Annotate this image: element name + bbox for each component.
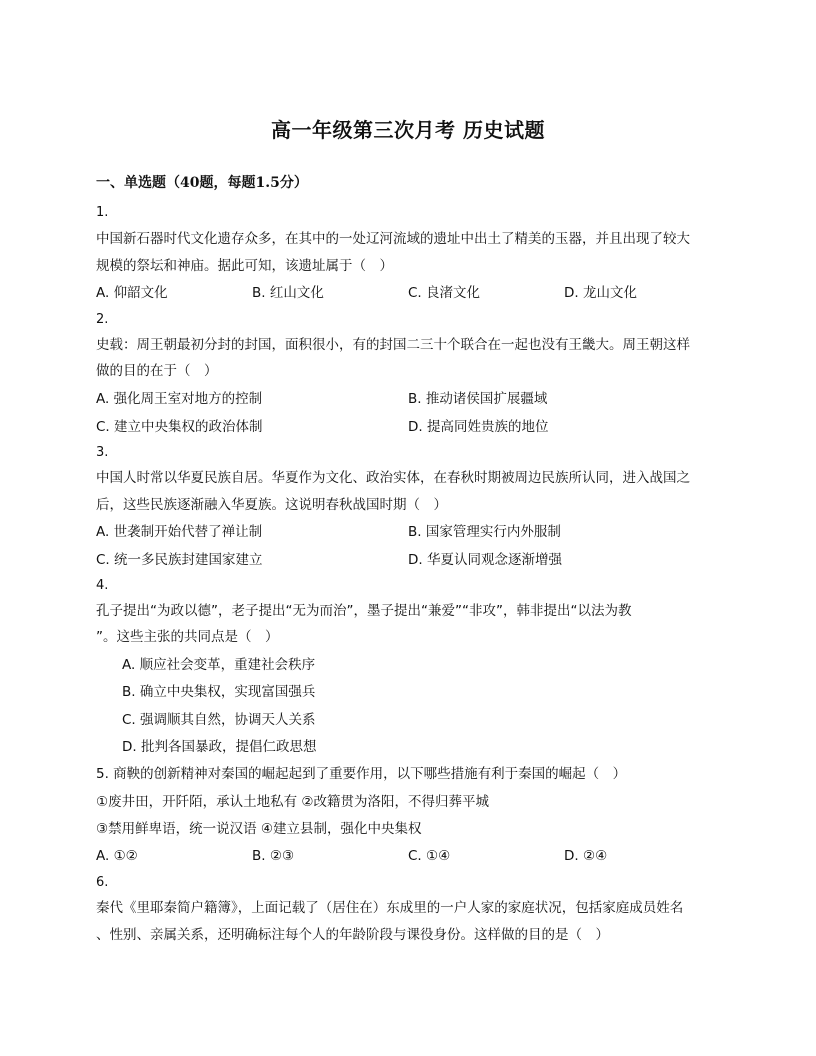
question-number: 2. xyxy=(96,312,109,327)
section-heading: 一、单选题（40题，每题1.5分） xyxy=(96,175,308,191)
question-text-line: ①废井田，开阡陌，承认土地私有 ②改籍贯为洛阳，不得归葬平城 xyxy=(96,794,489,810)
question-text-line: 后，这些民族逐渐融入华夏族。这说明春秋战国时期（ ） xyxy=(96,497,447,513)
question-text-line: 中国人时常以华夏民族自居。华夏作为文化、政治实体，在春秋时期被周边民族所认同，进入战国之 xyxy=(96,470,690,486)
answer-option: B. 推动诸侯国扩展疆域 xyxy=(408,391,548,407)
answer-option: D. ②④ xyxy=(564,848,608,864)
question-number: 1. xyxy=(96,205,109,220)
question-number: 4. xyxy=(96,578,109,593)
question-text-line: 史载：周王朝最初分封的封国，面积很小，有的封国二三十个联合在一起也没有王畿大。周王朝这样 xyxy=(96,337,690,353)
question-number: 3. xyxy=(96,445,109,460)
question-text-line: 中国新石器时代文化遗存众多，在其中的一处辽河流域的遗址中出土了精美的玉器，并且出现了较大 xyxy=(96,231,690,247)
question-text-line: 做的目的在于（ ） xyxy=(96,363,218,379)
question-number: 6. xyxy=(96,875,109,890)
answer-option: C. 建立中央集权的政治体制 xyxy=(96,419,263,435)
answer-option: D. 龙山文化 xyxy=(564,285,637,301)
answer-option: C. 强调顺其自然，协调天人关系 xyxy=(122,712,316,728)
answer-option: B. 红山文化 xyxy=(252,285,324,301)
answer-option: C. 统一多民族封建国家建立 xyxy=(96,552,263,568)
answer-option: D. 批判各国暴政，提倡仁政思想 xyxy=(122,739,317,755)
answer-option: B. 国家管理实行内外服制 xyxy=(408,524,561,540)
answer-option: C. 良渚文化 xyxy=(408,285,481,301)
answer-option: C. ①④ xyxy=(408,848,451,864)
answer-option: A. 强化周王室对地方的控制 xyxy=(96,391,263,407)
question-text-line: 规模的祭坛和神庙。据此可知，该遗址属于（ ） xyxy=(96,258,393,274)
page-title: 高一年级第三次月考 历史试题 xyxy=(271,118,545,142)
answer-option: A. 顺应社会变革，重建社会秩序 xyxy=(122,657,316,673)
question-text-line: 、性别、亲属关系，还明确标注每个人的年龄阶段与课役身份。这样做的目的是（ ） xyxy=(96,927,609,943)
answer-option: B. 确立中央集权，实现富国强兵 xyxy=(122,684,316,700)
answer-option: D. 华夏认同观念逐渐增强 xyxy=(408,552,562,568)
question-text-line: ③禁用鲜卑语，统一说汉语 ④建立县制，强化中央集权 xyxy=(96,821,422,837)
question-text-line: 孔子提出“为政以德”，老子提出“无为而治”，墨子提出“兼爱”“非攻”，韩非提出“以法为教 xyxy=(96,603,632,619)
answer-option: B. ②③ xyxy=(252,848,295,864)
answer-option: D. 提高同姓贵族的地位 xyxy=(408,419,549,435)
question-text-line: ”。这些主张的共同点是（ ） xyxy=(96,629,279,645)
answer-option: A. 仰韶文化 xyxy=(96,285,168,301)
question-text-line: 5. 商鞅的创新精神对秦国的崛起起到了重要作用，以下哪些措施有利于秦国的崛起（ ） xyxy=(96,766,627,782)
question-text-line: 秦代《里耶秦简户籍簿》，上面记载了（居住在）东成里的一户人家的家庭状况，包括家庭成员姓名 xyxy=(96,900,684,916)
answer-option: A. ①② xyxy=(96,848,138,864)
answer-option: A. 世袭制开始代替了禅让制 xyxy=(96,524,263,540)
